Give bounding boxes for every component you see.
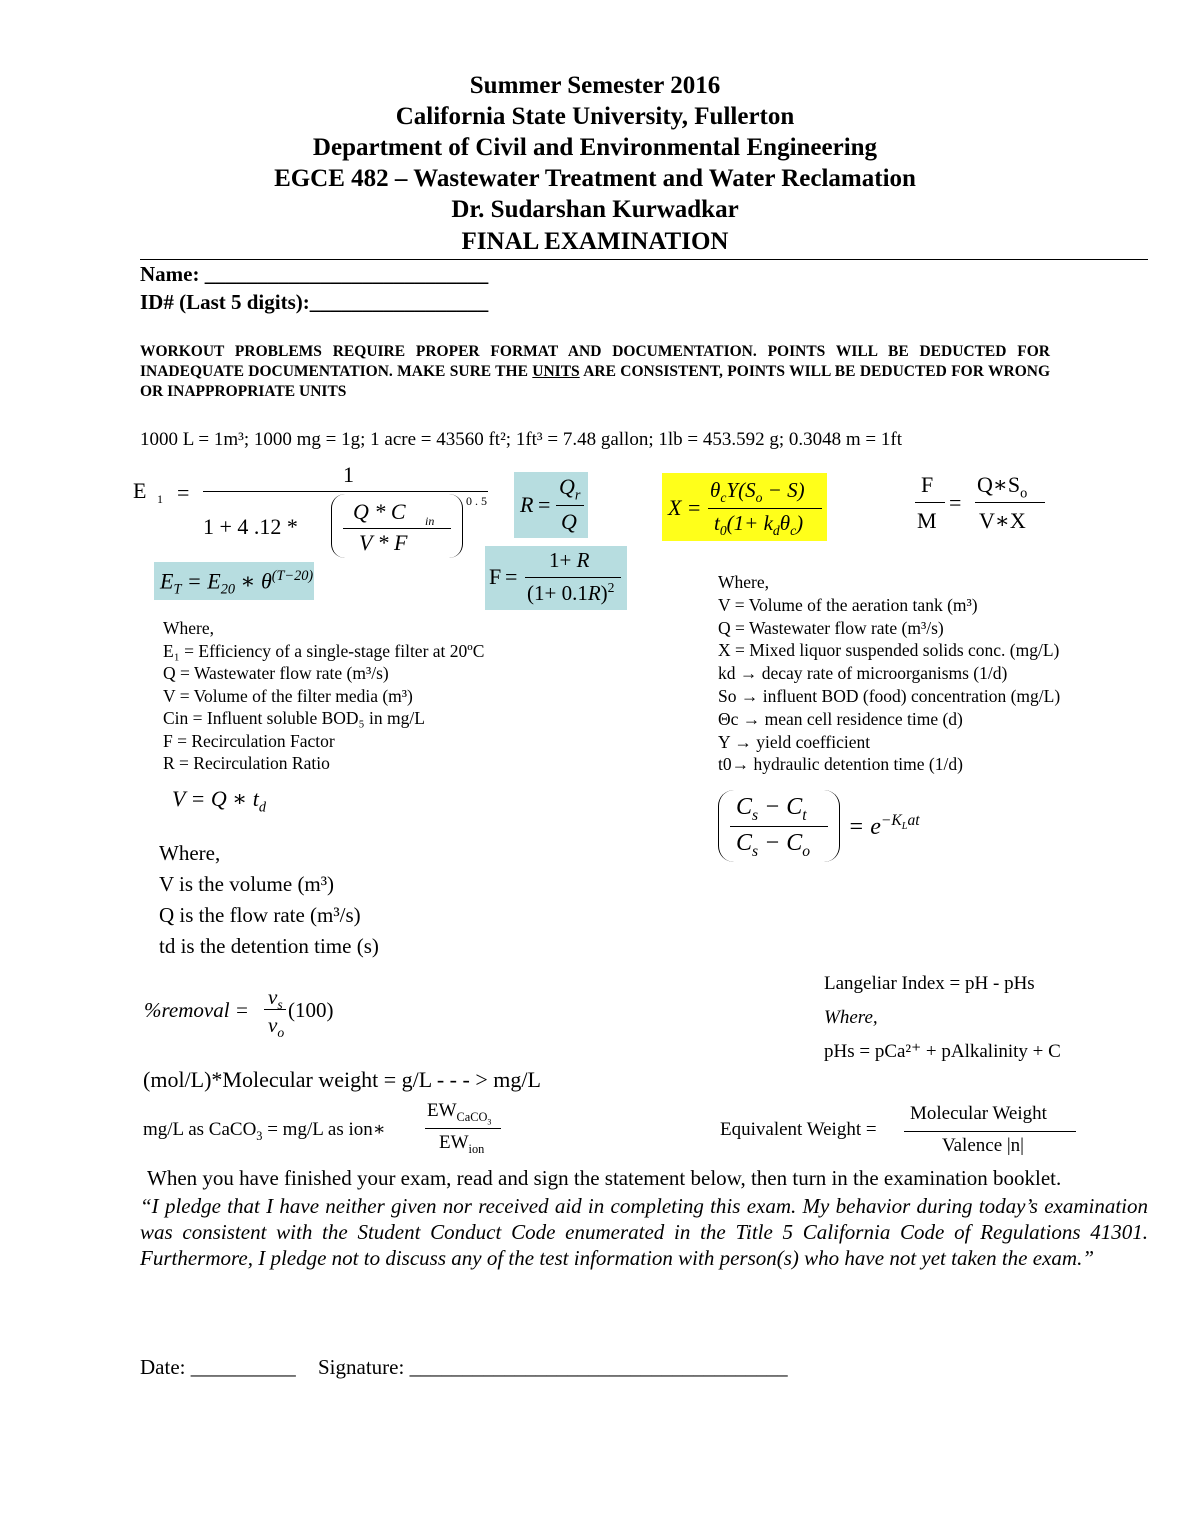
mlss-equation: X = $\theta_cY(S_o - S)$ $t_0(1+ k_d\theta_c)$: [662, 473, 827, 541]
id-field[interactable]: ID# (Last 5 digits):_________________: [140, 290, 489, 314]
langelier-where: Where,: [824, 1007, 878, 1028]
detention-def-item: Q is the flow rate (m³/s): [159, 903, 361, 927]
aeration-def-item: t0→ hydraulic detention time (1/d): [718, 754, 963, 775]
filter-def-item: Q = Wastewater flow rate (m³/s): [163, 663, 389, 683]
aeration-def-item: X = Mixed liquor suspended solids conc. (mg/L): [718, 640, 1060, 661]
food-to-microorganism-equation: F M = $Q∗S_o$ V∗X: [915, 470, 1055, 540]
langelier-index-block: [824, 967, 1061, 1069]
aeration-def-item: So → influent BOD (food) concentration (mg/L): [718, 685, 1061, 706]
filter-definitions: [163, 617, 484, 775]
instructor-heading: Dr. Sudarshan Kurwadkar: [451, 196, 739, 223]
molecular-weight-conversion: (mol/L)*Molecular weight = g/L - - - > mg/L: [143, 1067, 541, 1092]
aeration-def-item: Q = Wastewater flow rate (m³/s): [718, 617, 944, 638]
filter-def-item: E₁ = Efficiency of a single-stage filter at 20ºC: [163, 640, 485, 661]
aeration-def-item: Θc → mean cell residence time (d): [718, 708, 963, 729]
recirculation-ratio-equation: R = $Q_r$ Q: [514, 472, 588, 538]
department-heading: Department of Civil and Environmental Engineering: [312, 134, 878, 161]
instructions-block: WORKOUT PROBLEMS REQUIRE PROPER FORMAT AND DOCUMENTATION. POINTS WILL BE DEDUCTED FOR INADEQUATE DOCUMENTATION. MAKE SURE THE UNITS ARE CONSISTENT, POINTS WILL BE DEDUCTED FOR WRONG OR INAPPROPRIATE UNITS: [140, 343, 1051, 400]
filter-efficiency-equation: E 1 = 1 1 + 4 .12 * Q * C in V * F 0 . 5: [133, 462, 493, 562]
phs-equation: pHs = pCa²⁺ + pAlkalinity + C: [824, 1041, 1061, 1062]
detention-def-item: td is the detention time (s): [159, 934, 379, 958]
caco3-conversion-equation: mg/L as CaCO$_3$ = mg/L as ion∗ $EW_{CaCO_3}$ $EW_{ion}$: [143, 1100, 523, 1160]
date-field[interactable]: Date: __________: [140, 1355, 296, 1379]
exam-title: FINAL EXAMINATION: [461, 228, 729, 255]
detention-def-item: V is the volume (m³): [159, 872, 335, 896]
recirculation-factor-equation: F = 1+ R $(1+ 0.1R)^2$: [485, 546, 627, 610]
semester-heading: Summer Semester 2016: [469, 72, 721, 99]
equivalent-weight-equation: Equivalent Weight = Molecular Weight Valence |n|: [720, 1103, 1090, 1163]
detention-where-heading: Where,: [159, 841, 221, 865]
aeration-where-heading: Where,: [718, 572, 770, 592]
unit-conversions: 1000 L = 1m³; 1000 mg = 1g; 1 acre = 43560 ft²; 1ft³ = 7.48 gallon; 1lb = 453.592 g; 0.3048 m = 1ft: [140, 429, 902, 450]
filter-def-item: V = Volume of the filter media (m³): [163, 685, 413, 706]
detention-definitions: [159, 838, 379, 962]
aeration-def-item: V = Volume of the aeration tank (m³): [718, 594, 978, 615]
name-field[interactable]: Name: ___________________________: [140, 262, 489, 286]
filter-def-item: F = Recirculation Factor: [163, 730, 335, 751]
filter-def-item: Cin = Influent soluble BOD₅ in mg/L: [163, 708, 425, 728]
temperature-correction-equation: $E_T = E_{20}$ ∗ $\theta^{(T-20)}$: [154, 562, 314, 600]
filter-where-heading: Where,: [163, 618, 215, 638]
header-divider: [140, 259, 1148, 260]
aeration-def-item: Y → yield coefficient: [718, 731, 871, 752]
aeration-definitions: [718, 571, 1060, 776]
oxygen-transfer-equation: $C_s - C_t$ $C_s - C_o$ = $e^{-K_Lat}$: [718, 790, 958, 864]
honor-pledge: “I pledge that I have neither given nor received aid in completing this exam. My behavior during today’s examination was consistent with the Student Conduct Code enumerated in the Title 5 California Code of Regulations 41301. Furthermore, I pledge not to discuss any of the test information with person(s) who have not yet taken the exam.”: [140, 1194, 1148, 1270]
aeration-def-item: kd → decay rate of microorganisms (1/d): [718, 663, 1008, 684]
university-heading: California State University, Fullerton: [395, 103, 795, 130]
closing-instruction: When you have finished your exam, read and sign the statement below, then turn in the examination booklet.: [147, 1166, 1062, 1190]
signature-field[interactable]: Signature: ____________________________________: [318, 1355, 788, 1379]
volume-equation: V = Q ∗ $t_d$: [172, 786, 266, 816]
filter-def-item: R = Recirculation Ratio: [163, 753, 330, 773]
units-emphasis: UNITS: [532, 363, 580, 380]
langelier-index-equation: Langeliar Index = pH - pHs: [824, 973, 1035, 994]
percent-removal-equation: %removal = $v_s$ $v_o$ (100): [144, 985, 334, 1041]
course-heading: EGCE 482 – Wastewater Treatment and Water Reclamation: [274, 165, 916, 192]
